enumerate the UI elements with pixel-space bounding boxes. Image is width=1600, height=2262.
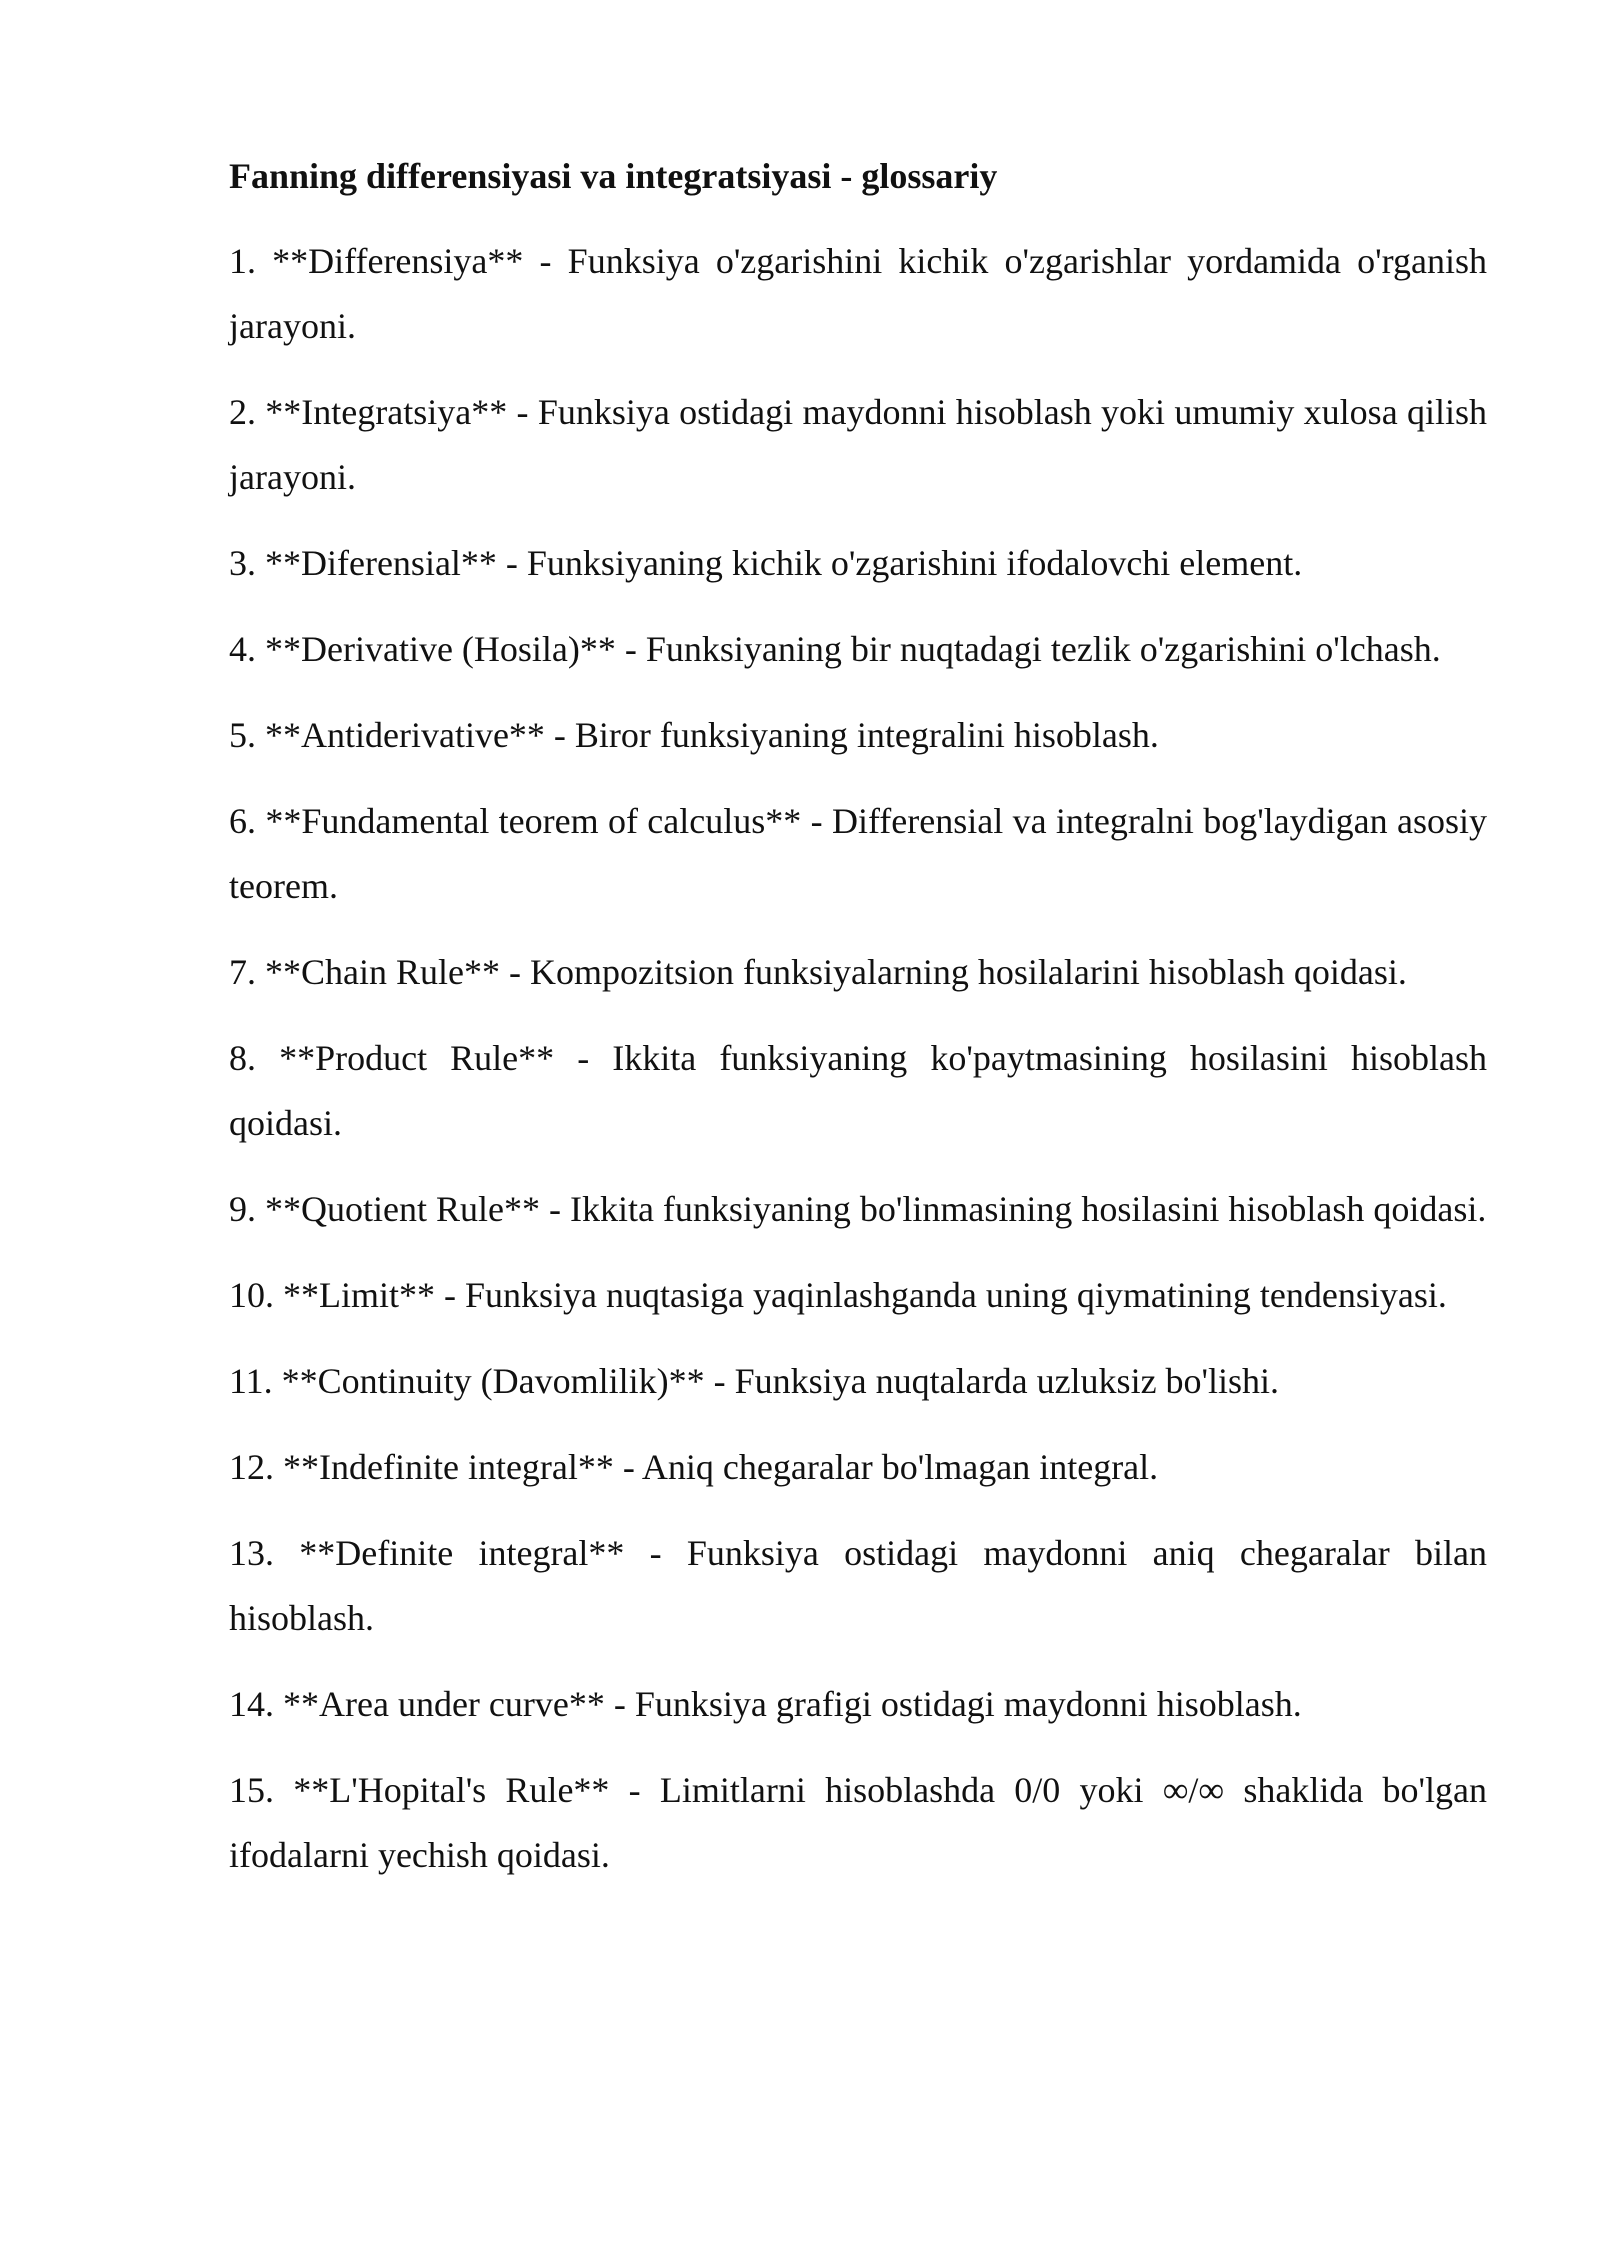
glossary-entry-8: 8. **Product Rule** - Ikkita funksiyaning ko'paytmasining hosilasini hisoblash qoidasi. (229, 1038, 1487, 1143)
glossary-entry-1: 1. **Differensiya** - Funksiya o'zgarishini kichik o'zgarishlar yordamida o'rganish jarayoni. (229, 241, 1487, 346)
glossary-entry-13: 13. **Definite integral** - Funksiya ostidagi maydonni aniq chegaralar bilan hisoblash. (229, 1533, 1487, 1638)
glossary-entry-6: 6. **Fundamental teorem of calculus** - Differensial va integralni bog'laydigan asosiy teorem. (229, 801, 1487, 906)
glossary-entry-5: 5. **Antiderivative** - Biror funksiyaning integralini hisoblash. (229, 715, 1159, 755)
document-page (229, 150, 1487, 1909)
glossary-entry-14: 14. **Area under curve** - Funksiya grafigi ostidagi maydonni hisoblash. (229, 1684, 1302, 1724)
glossary-entry-9: 9. **Quotient Rule** - Ikkita funksiyaning bo'linmasining hosilasini hisoblash qoidasi. (229, 1189, 1487, 1229)
glossary-entry-10: 10. **Limit** - Funksiya nuqtasiga yaqinlashganda uning qiymatining tendensiyasi. (229, 1275, 1447, 1315)
glossary-entry-11: 11. **Continuity (Davomlilik)** - Funksiya nuqtalarda uzluksiz bo'lishi. (229, 1361, 1280, 1401)
glossary-entry-12: 12. **Indefinite integral** - Aniq chegaralar bo'lmagan integral. (229, 1447, 1159, 1487)
document-title: Fanning differensiyasi va integratsiyasi - glossariy (229, 156, 998, 196)
glossary-entry-2: 2. **Integratsiya** - Funksiya ostidagi maydonni hisoblash yoki umumiy xulosa qilish jarayoni. (229, 392, 1487, 497)
glossary-entry-7: 7. **Chain Rule** - Kompozitsion funksiyalarning hosilalarini hisoblash qoidasi. (229, 952, 1407, 992)
glossary-entry-4: 4. **Derivative (Hosila)** - Funksiyaning bir nuqtadagi tezlik o'zgarishini o'lchash. (229, 629, 1441, 669)
glossary-entry-15: 15. **L'Hopital's Rule** - Limitlarni hisoblashda 0/0 yoki ∞/∞ shaklida bo'lgan ifodalarni yechish qoidasi. (229, 1770, 1487, 1875)
glossary-entry-3: 3. **Diferensial** - Funksiyaning kichik o'zgarishini ifodalovchi element. (229, 543, 1303, 583)
